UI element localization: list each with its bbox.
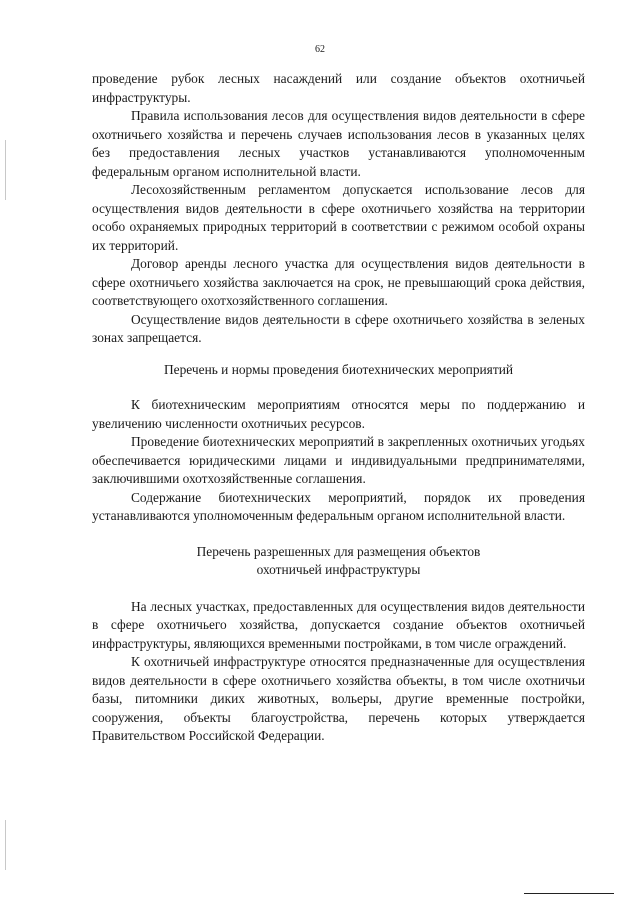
paragraph-lease-agreement: Договор аренды лесного участка для осуществления видов деятельности в сфере охотничьего хозяйства заключается на срок, не превышающий срока действия, соответствующего охотхозяйственного соглашения.	[92, 256, 585, 308]
scan-margin-mark	[5, 140, 6, 200]
section-heading-biotech: Перечень и нормы проведения биотехнических мероприятий	[163, 361, 514, 377]
paragraph-forest-use-rules: Правила использования лесов для осуществления видов деятельности в сфере охотничьего хозяйства и перечень случаев использования лесов в указанных целях без предоставления лесных участков устанавливаются уполномоченным федеральным органом исполнительной власти.	[92, 108, 585, 179]
paragraph-continuation: проведение рубок лесных насаждений или создание объектов охотничьей инфраструктуры.	[92, 71, 585, 105]
page-number: 62	[315, 44, 325, 55]
document-body	[92, 70, 585, 746]
paragraph-biotech-content: Содержание биотехнических мероприятий, порядок их проведения устанавливаются уполномоченным федеральным органом исполнительной власти.	[92, 489, 585, 523]
scan-margin-mark	[5, 820, 6, 870]
section-heading-infrastructure	[92, 543, 585, 580]
paragraph-biotech-definition: К биотехническим мероприятиям относятся меры по поддержанию и увеличению численности охотничьих ресурсов.	[92, 397, 585, 431]
section-heading-infrastructure-line1: Перечень разрешенных для размещения объектов	[196, 543, 481, 559]
paragraph-infrastructure-allowed: На лесных участках, предоставленных для осуществления видов деятельности в сфере охотничьего хозяйства, допускается создание объектов охотничьей инфраструктуры, являющихся временными постройками, в том числе ограждений.	[92, 598, 585, 651]
paragraph-infrastructure-objects: К охотничьей инфраструктуре относятся предназначенные для осуществления видов деятельности в сфере охотничьего хозяйства объекты, в том числе охотничьи базы, питомники диких животных, вольеры, другие временные постройки, сооружения, объекты благоустройства, перечень которых утверждается Правительством Российской Федерации.	[92, 654, 585, 743]
footer-rule	[524, 893, 614, 894]
section-heading-infrastructure-line2: охотничьей инфраструктуры	[256, 562, 421, 577]
paragraph-biotech-conduct: Проведение биотехнических мероприятий в закрепленных охотничьих угодьях обеспечивается юридическими лицами и индивидуальными предпринимателями, заключившими охотхозяйственные соглашения.	[92, 434, 585, 486]
paragraph-forest-regulation: Лесохозяйственным регламентом допускается использование лесов для осуществления видов деятельности в сфере охотничьего хозяйства на территории особо охраняемых природных территорий в соответствии с режимом особой охраны их территорий.	[92, 182, 585, 253]
paragraph-green-zones: Осуществление видов деятельности в сфере охотничьего хозяйства в зеленых зонах запрещается.	[92, 311, 585, 345]
